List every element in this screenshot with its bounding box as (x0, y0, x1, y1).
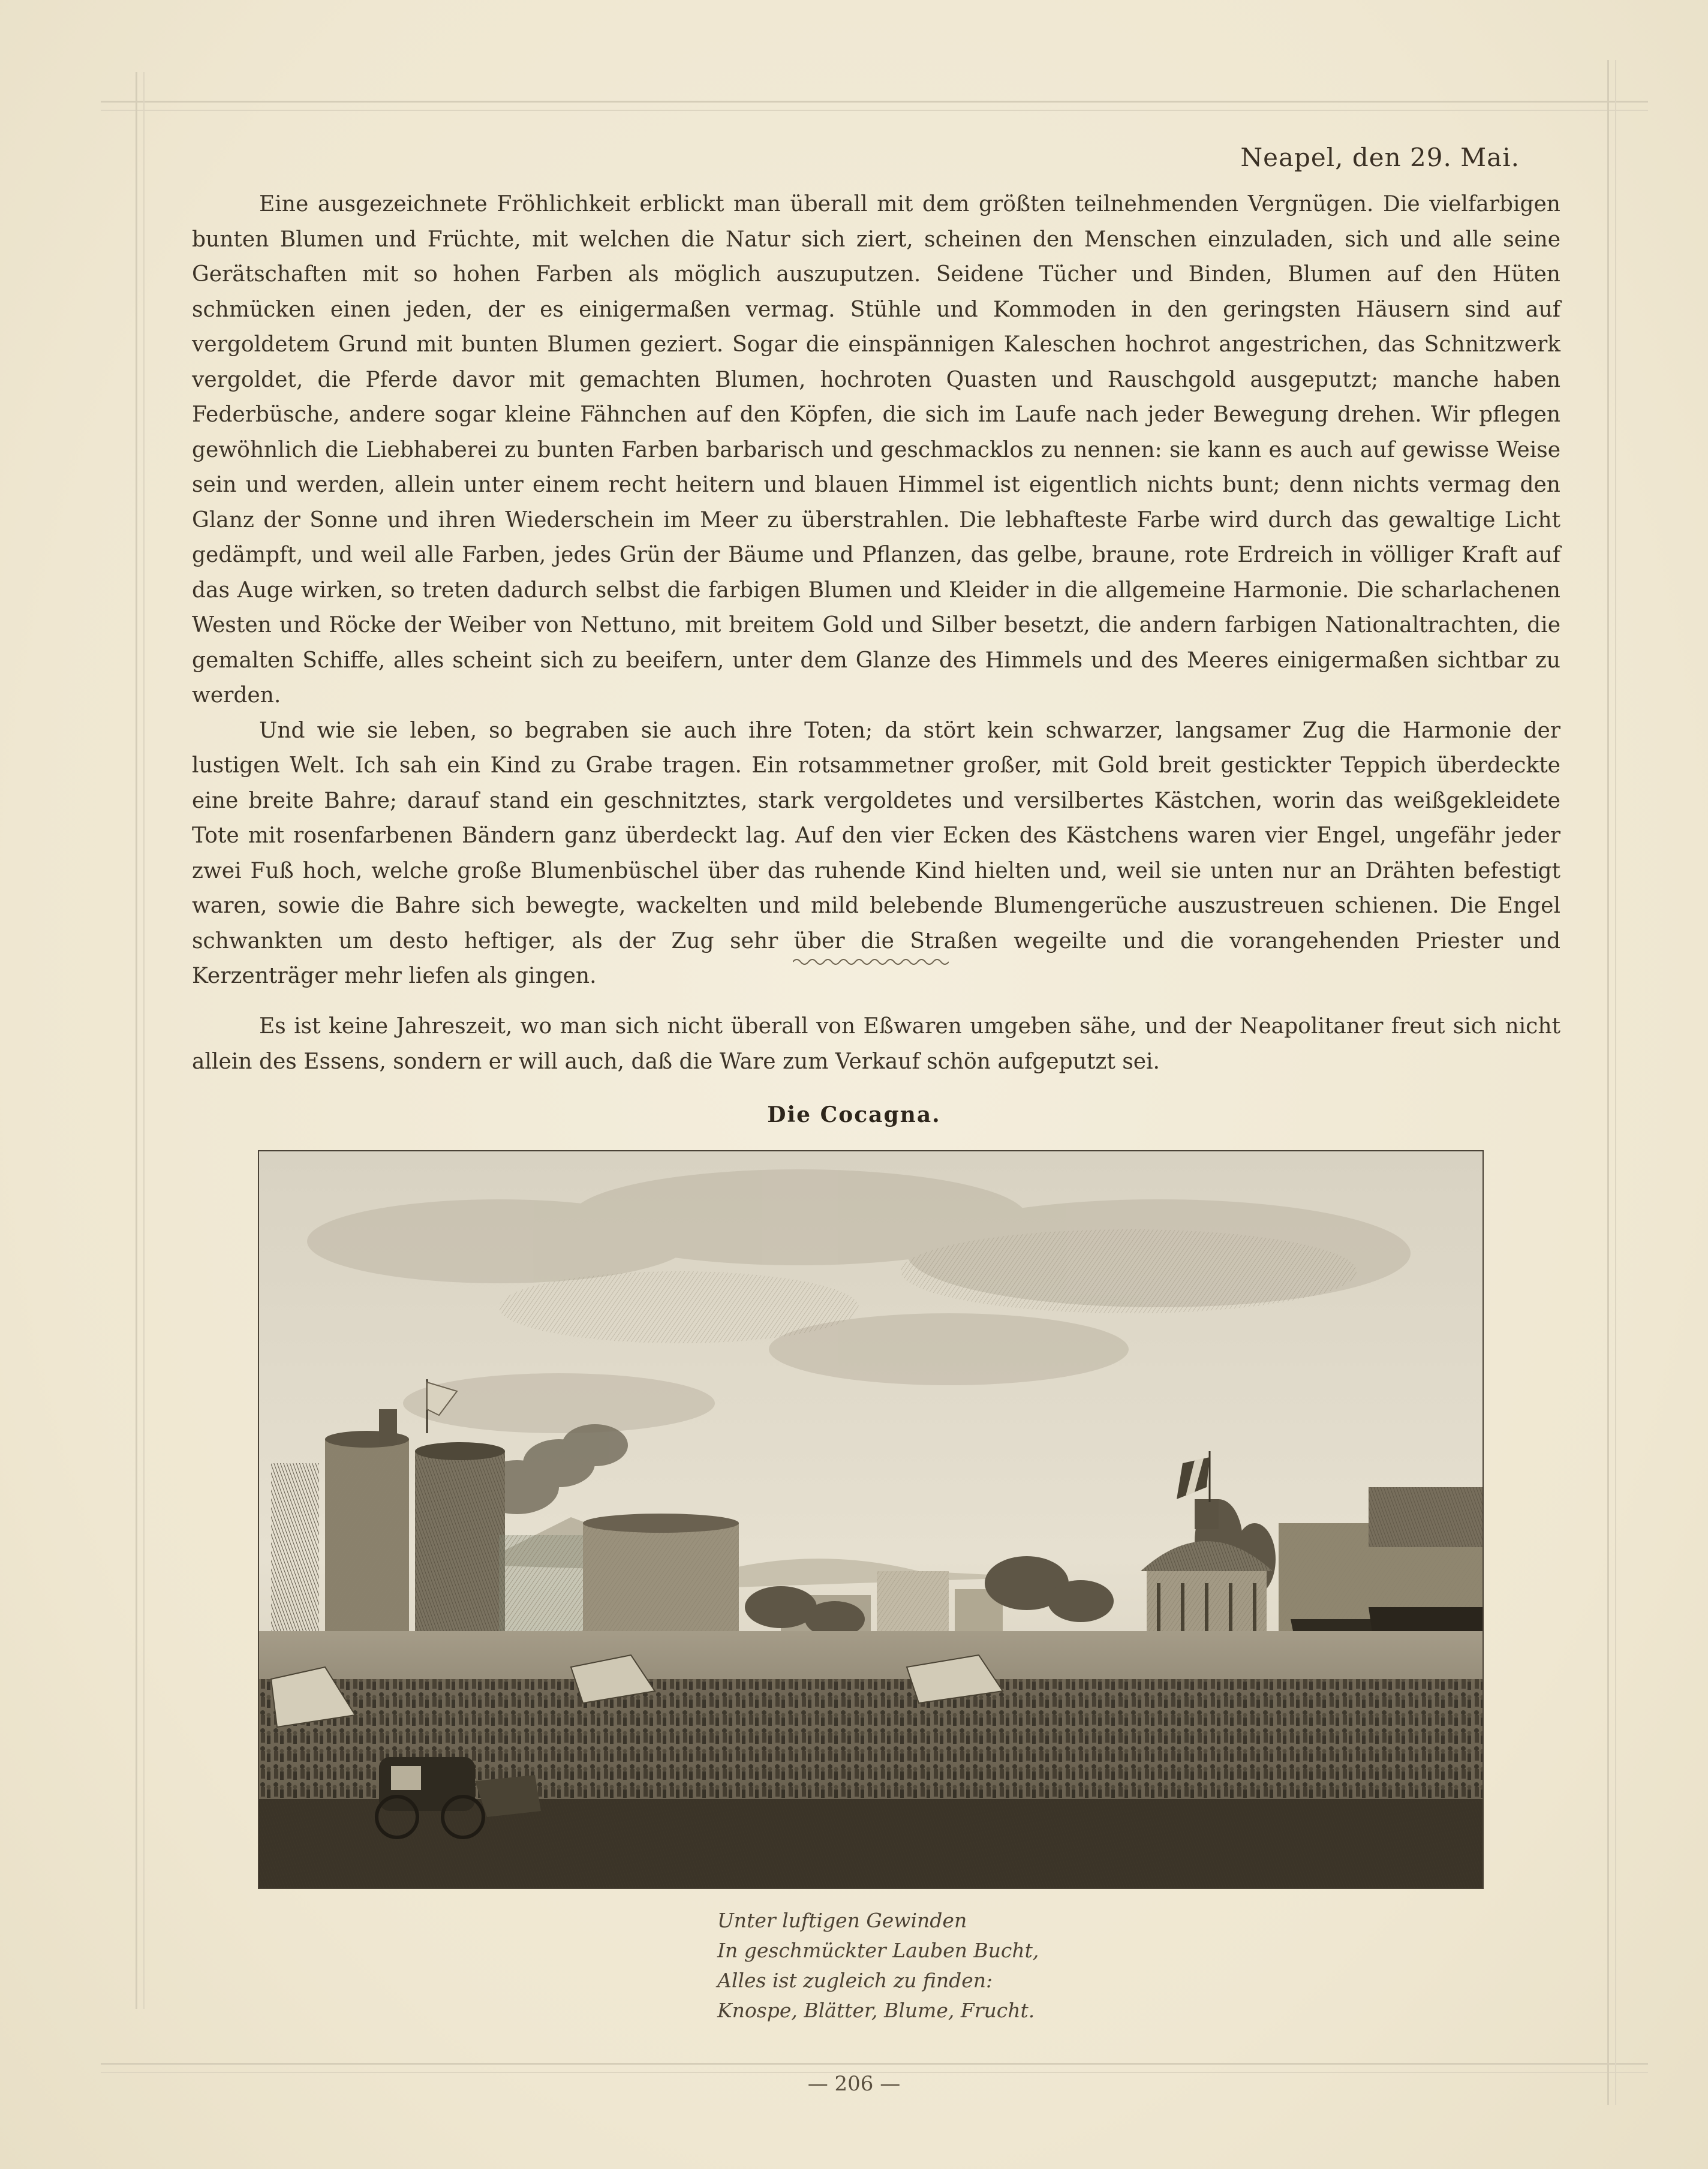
figure-caption-verse (717, 1906, 1039, 2026)
engraving-cocagna-festival-icon (259, 1151, 1483, 1888)
engraving-image (258, 1150, 1484, 1889)
main-text (192, 187, 1560, 994)
figure-title: Die Cocagna. (767, 1102, 941, 1127)
caption-line: In geschmückter Lauben Bucht, (717, 1939, 1039, 1962)
dateline: Neapel, den 29. Mai. (1240, 143, 1520, 172)
paragraph-3: Es ist keine Jahreszeit, wo man sich nicht überall von Eßwaren umgeben sähe, und der Neapolitaner freut sich nicht allein des Essens, sondern er will auch, daß die Ware zum Verkauf schön aufgeputzt sei. (192, 1014, 1560, 1074)
caption-line: Unter luftigen Gewinden (717, 1909, 967, 1932)
wave-ornament-divider (793, 956, 949, 968)
paragraph-1: Eine ausgezeichnete Fröhlichkeit erblickt man überall mit dem größten teilnehmenden Vergnügen. Die vielfarbigen bunten Blumen und Früchte, mit welchen die Natur sich ziert, scheinen den Menschen einzuladen, sich und alle seine Gerätschaften mit so hohen Farben als möglich auszuputzen. Seidene Tücher und Binden, Blumen auf den Hüten schmücken einen jeden, der es einigermaßen vermag. Stühle und Kommoden in den geringsten Häusern sind auf vergoldetem Grund mit bunten Blumen geziert. Sogar die einspännigen Kaleschen hochrot angestrichen, das Schnitzwerk vergoldet, die Pferde davor mit gemachten Blumen, hochroten Quasten und Rauschgold ausgeputzt; manche haben Federbüsche, andere sogar kleine Fähnchen auf den Köpfen, die sich im Laufe nach jeder Bewegung drehen. Wir pflegen gewöhnlich die Liebhaberei zu bunten Farben barbarisch und geschmacklos zu nennen: sie kann es auch auf gewisse Weise sein und werden, allein unter einem recht heitern und blauen Himmel ist eigentlich nichts bunt; denn nichts vermag den Glanz der Sonne und ihren Wiederschein im Meer zu überstrahlen. Die lebhafteste Farbe wird durch das gewaltige Licht gedämpft, und weil alle Farben, jedes Grün der Bäume und Pflanzen, das gelbe, braune, rote Erdreich in völliger Kraft auf das Auge wirken, so treten dadurch selbst die farbigen Blumen und Kleider in die allgemeine Harmonie. Die scharlachenen Westen und Röcke der Weiber von Nettuno, mit breitem Gold und Silber besetzt, die andern farbigen Nationaltrachten, die gemalten Schiffe, alles scheint sich zu beeifern, unter dem Glanze des Himmels und des Meeres einigermaßen sichtbar zu werden. (192, 192, 1560, 708)
caption-line: Alles ist zugleich zu finden: (717, 1969, 993, 1992)
frame-line-right (1607, 60, 1616, 2105)
secondary-text (192, 1009, 1560, 1079)
frame-line-left (136, 72, 145, 2009)
frame-line-top (101, 101, 1648, 111)
paragraph-2: Und wie sie leben, so begraben sie auch ihre Toten; da stört kein schwarzer, langsamer Zug die Harmonie der lustigen Welt. Ich sah ein Kind zu Grabe tragen. Ein rotsammetner großer, mit Gold breit gestickter Teppich überdeckte eine breite Bahre; darauf stand ein geschnitztes, stark vergoldetes und versilbertes Kästchen, worin das weißgekleidete Tote mit rosenfarbenen Bändern ganz überdeckt lag. Auf den vier Ecken des Kästchens waren vier Engel, ungefähr jeder zwei Fuß hoch, welche große Blumenbüschel über das ruhende Kind hielten und, weil sie unten nur an Drähten befestigt waren, sowie die Bahre sich bewegte, wackelten und mild belebende Blumengerüche auszustreuen schienen. Die Engel schwankten um desto heftiger, als der Zug sehr über die Straßen wegeilte und die vorangehenden Priester und Kerzenträger mehr liefen als gingen. (192, 718, 1560, 988)
page-number: — 206 — (807, 2072, 901, 2096)
caption-line: Knospe, Blätter, Blume, Frucht. (717, 1999, 1035, 2022)
